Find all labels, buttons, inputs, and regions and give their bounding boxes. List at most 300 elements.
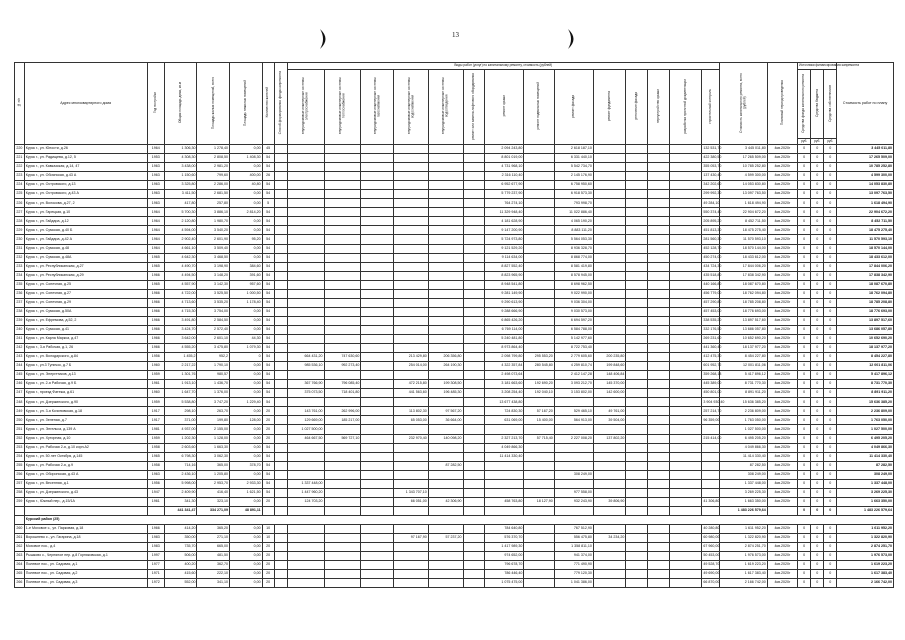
col-header-w3: внутридомовые инженерные системы газоснабжения	[361, 70, 394, 145]
people-cell: 54	[262, 298, 274, 307]
living-area-cell: 3 062,30	[197, 452, 230, 461]
fund-2-cell: 0	[811, 208, 824, 217]
total-plan-cell: 10 652 690,20	[837, 334, 894, 343]
method-cell	[274, 479, 287, 488]
col-header-w10: ремонт фундамента	[593, 70, 626, 145]
work-cost-cell-w13	[669, 353, 702, 362]
work-cost-cell-w8	[524, 298, 554, 307]
work-cost-cell-w10	[593, 298, 626, 307]
address-cell: Курск г., ул. Хуторная, д.10	[24, 434, 147, 443]
work-cost-cell-w6	[463, 289, 485, 298]
year-cell: 1972	[147, 579, 164, 588]
table-row	[15, 380, 894, 389]
work-cost-cell-w2	[324, 524, 361, 533]
work-cost-cell-w11	[626, 298, 648, 307]
table-row	[15, 362, 894, 371]
work-cost-cell-w6	[463, 325, 485, 334]
fund-1-cell: 0	[798, 543, 811, 552]
nonliving-area-cell: 0,00	[230, 552, 263, 561]
work-cost-cell-w10	[593, 163, 626, 172]
total-cost-cell: 6 495 205,20	[719, 434, 767, 443]
work-cost-cell-w3	[361, 226, 394, 235]
people-cell: 54	[262, 181, 274, 190]
work-cost-cell-w4	[394, 271, 429, 280]
work-cost-cell-w14: 205 895,20	[702, 217, 720, 226]
period-cell: 4кв.2020г	[767, 253, 797, 262]
work-cost-cell-w1	[287, 289, 324, 298]
work-cost-cell-w3	[361, 181, 394, 190]
year-cell: 1966	[147, 307, 164, 316]
method-cell	[274, 497, 287, 506]
fund-3-cell: 0	[824, 461, 837, 470]
work-cost-cell-w9: 8 722 753,40	[554, 344, 593, 353]
table-row	[15, 524, 894, 533]
period-cell: 4кв.2020г	[767, 145, 797, 154]
work-cost-cell-w6	[463, 344, 485, 353]
row-number: 265	[15, 570, 25, 579]
nonliving-area-cell: 0,00	[230, 199, 263, 208]
work-cost-cell-w12	[648, 353, 670, 362]
total-cost-cell: 2 236 809,00	[719, 407, 767, 416]
row-number: 245	[15, 371, 25, 380]
fund-2-cell: 0	[811, 380, 824, 389]
fund-3-cell: 0	[824, 307, 837, 316]
work-cost-cell-w14	[702, 443, 720, 452]
total-area-cell: 4 642,30	[164, 253, 197, 262]
work-cost-cell-w11	[626, 479, 648, 488]
work-cost-cell-w13	[669, 443, 702, 452]
fund-2-cell: 0	[811, 298, 824, 307]
work-cost-cell-w10: 34 234,20	[593, 534, 626, 543]
work-cost-cell-w5	[428, 452, 463, 461]
work-cost-cell-w14: 355 053,70	[702, 163, 720, 172]
people-cell: 54	[262, 208, 274, 217]
total-area-cell: 4 557,90	[164, 280, 197, 289]
work-cost-cell-w7: 5 724 973,80	[485, 235, 524, 244]
people-cell: 54	[262, 334, 274, 343]
fund-3-cell: 0	[824, 181, 837, 190]
fund-1-cell: 0	[798, 362, 811, 371]
work-cost-cell-w3	[361, 416, 394, 425]
work-cost-cell-w12	[648, 524, 670, 533]
work-cost-cell-w10	[593, 262, 626, 271]
living-area-cell: 3 886,10	[197, 208, 230, 217]
fund-1-cell: 0	[798, 145, 811, 154]
work-cost-cell-w1: 1 447 960,20	[287, 488, 324, 497]
people-cell: 20	[262, 561, 274, 570]
work-cost-cell-w14: 342 202,60	[702, 181, 720, 190]
fund-3-cell: 0	[824, 534, 837, 543]
total-area-cell: 415,60	[164, 570, 197, 579]
method-cell	[274, 190, 287, 199]
table-body	[15, 145, 894, 588]
work-cost-cell-w8	[524, 470, 554, 479]
total-plan-cell: 3 445 011,80	[837, 145, 894, 154]
work-cost-cell-w5	[428, 334, 463, 343]
work-cost-cell-w6	[463, 172, 485, 181]
fund-3-cell: 0	[824, 524, 837, 533]
period-cell: 4кв.2020г	[767, 461, 797, 470]
table-row	[15, 579, 894, 588]
fund-2-cell: 0	[811, 407, 824, 416]
work-cost-cell-w12	[648, 362, 670, 371]
year-cell: 1966	[147, 271, 164, 280]
col-header-w13: разработка проектной документации	[669, 70, 702, 145]
method-cell	[274, 208, 287, 217]
total-cost-cell: 8 891 911,20	[719, 389, 767, 398]
work-cost-cell-w11	[626, 362, 648, 371]
year-cell: 1963	[147, 181, 164, 190]
row-number: 228	[15, 217, 25, 226]
work-cost-cell-w13	[669, 145, 702, 154]
work-cost-cell-w4	[394, 316, 429, 325]
fund-1-cell: 0	[798, 298, 811, 307]
row-number: 250	[15, 416, 25, 425]
work-cost-cell-w14	[702, 461, 720, 470]
work-cost-cell-w10: 137 802,20	[593, 434, 626, 443]
total-area-cell: 4 594,00	[164, 226, 197, 235]
work-cost-cell-w12	[648, 452, 670, 461]
work-cost-cell-w7: 8 801 019,00	[485, 154, 524, 163]
period-cell: 4кв.2020г	[767, 416, 797, 425]
work-cost-cell-w2	[324, 334, 361, 343]
address-cell: Курск г., ул. Гайдара, д.12	[24, 217, 147, 226]
total-work-w2	[324, 506, 361, 515]
row-number: 264	[15, 561, 25, 570]
work-cost-cell-w12	[648, 325, 670, 334]
work-cost-cell-w13	[669, 316, 702, 325]
work-cost-cell-w2	[324, 280, 361, 289]
work-cost-cell-w2	[324, 425, 361, 434]
living-area-cell: 3 509,40	[197, 244, 230, 253]
work-cost-cell-w4	[394, 561, 429, 570]
fund-3-cell: 0	[824, 479, 837, 488]
work-cost-cell-w2: 262 996,00	[324, 407, 361, 416]
work-cost-cell-w2	[324, 461, 361, 470]
total-area-cell: 2 902,40	[164, 235, 197, 244]
address-cell: Курск г., ул. 50 лет Октября, д.145	[24, 452, 147, 461]
work-cost-cell-w8	[524, 271, 554, 280]
work-cost-cell-w14: 457 453,00	[702, 307, 720, 316]
work-cost-cell-w11	[626, 253, 648, 262]
work-cost-cell-w6	[463, 371, 485, 380]
total-fund-3-cell: 0	[824, 506, 837, 515]
work-cost-cell-w3	[361, 524, 394, 533]
total-work-w10	[593, 506, 626, 515]
period-cell: 4кв.2020г	[767, 561, 797, 570]
binding-hole-right	[566, 28, 580, 50]
work-cost-cell-w10	[593, 570, 626, 579]
row-number: 240	[15, 325, 25, 334]
work-cost-cell-w8	[524, 579, 554, 588]
method-cell	[274, 172, 287, 181]
fund-2-cell: 0	[811, 316, 824, 325]
total-cost-cell: 4 049 866,30	[719, 443, 767, 452]
work-cost-cell-w14: 96 359,00	[702, 416, 720, 425]
total-cost-cell: 18 433 612,00	[719, 253, 767, 262]
work-cost-cell-w8	[524, 307, 554, 316]
work-cost-cell-w4	[394, 199, 429, 208]
total-nonliving-area-cell: 48 891,11	[230, 506, 263, 515]
row-number: 257	[15, 479, 25, 488]
total-work-w14	[702, 506, 720, 515]
work-cost-cell-w4	[394, 334, 429, 343]
fund-1-cell: 0	[798, 226, 811, 235]
work-cost-cell-w8	[524, 561, 554, 570]
work-cost-cell-w2	[324, 181, 361, 190]
total-plan-cell: 18 570 144,00	[837, 244, 894, 253]
row-number: 233	[15, 262, 25, 271]
work-cost-cell-w14: 441 360,40	[702, 344, 720, 353]
fund-2-cell: 0	[811, 416, 824, 425]
work-cost-cell-w9: 564 913,00	[554, 416, 593, 425]
fund-3-cell: 0	[824, 552, 837, 561]
fund-1-cell: 0	[798, 524, 811, 533]
work-cost-cell-w3	[361, 389, 394, 398]
work-cost-cell-w11	[626, 353, 648, 362]
period-cell: 4кв.2020г	[767, 271, 797, 280]
work-cost-cell-w5	[428, 524, 463, 533]
work-cost-cell-w9: 2 227 008,20	[554, 434, 593, 443]
total-plan-cell: 8 452 711,50	[837, 217, 894, 226]
address-cell: Курск г., ул. Республиканская, д.27	[24, 262, 147, 271]
col-header-w6: ремонт или замена лифтового оборудования	[463, 70, 485, 145]
work-cost-cell-w8	[524, 325, 554, 334]
work-cost-cell-w13	[669, 298, 702, 307]
work-cost-cell-w11	[626, 145, 648, 154]
row-number: 248	[15, 398, 25, 407]
work-cost-cell-w12	[648, 163, 670, 172]
work-cost-cell-w12	[648, 534, 670, 543]
work-cost-cell-w11	[626, 325, 648, 334]
year-cell: 1964	[147, 208, 164, 217]
nonliving-area-cell: 44,30	[230, 334, 263, 343]
living-area-cell: 3 747,20	[197, 398, 230, 407]
work-cost-cell-w7: 8 823 965,90	[485, 271, 524, 280]
work-cost-cell-w5	[428, 344, 463, 353]
work-cost-cell-w4	[394, 570, 429, 579]
fund-2-cell: 0	[811, 425, 824, 434]
work-cost-cell-w3	[361, 334, 394, 343]
living-area-cell: 1 436,70	[197, 380, 230, 389]
period-cell: 4кв.2020г	[767, 479, 797, 488]
nonliving-area-cell: 0,00	[230, 217, 263, 226]
nonliving-area-cell: 40,80	[230, 181, 263, 190]
address-cell: Курск г., ул. 3-я Кочиновская, д.18	[24, 407, 147, 416]
work-cost-cell-w9: 932 243,90	[554, 497, 593, 506]
people-cell: 54	[262, 380, 274, 389]
fund-3-cell: 0	[824, 425, 837, 434]
total-plan-cell: 17 265 509,00	[837, 154, 894, 163]
work-cost-cell-w10	[593, 561, 626, 570]
row-number: 256	[15, 470, 25, 479]
col-header-fund-group: Источники финансирования капремонта	[798, 63, 837, 70]
work-cost-cell-w3	[361, 398, 394, 407]
work-cost-cell-w12	[648, 488, 670, 497]
fund-1-cell: 0	[798, 425, 811, 434]
people-cell: 20	[262, 497, 274, 506]
table-row	[15, 543, 894, 552]
work-cost-cell-w11	[626, 181, 648, 190]
table-row	[15, 425, 894, 434]
table-row	[15, 181, 894, 190]
address-cell: Курск г., ул. Рабочая 2-я, д.9	[24, 461, 147, 470]
work-cost-cell-w1	[287, 371, 324, 380]
work-cost-cell-w2	[324, 154, 361, 163]
living-area-cell: 2 286,00	[197, 181, 230, 190]
table-row	[15, 271, 894, 280]
people-cell: 54	[262, 307, 274, 316]
work-cost-cell-w8	[524, 253, 554, 262]
work-cost-cell-w4	[394, 325, 429, 334]
total-area-cell: 735,70	[164, 543, 197, 552]
col-header-w7: ремонт крыши	[485, 70, 524, 145]
work-cost-cell-w11	[626, 443, 648, 452]
work-cost-cell-w7: 5 779 237,90	[485, 190, 524, 199]
work-cost-cell-w14: 60 980,00	[702, 534, 720, 543]
fund-3-cell: 0	[824, 163, 837, 172]
work-cost-cell-w1	[287, 208, 324, 217]
work-cost-cell-w7: 9 281 149,90	[485, 289, 524, 298]
fund-3-cell: 0	[824, 325, 837, 334]
work-cost-cell-w2	[324, 163, 361, 172]
method-cell	[274, 271, 287, 280]
fund-1-cell: 0	[798, 380, 811, 389]
living-area-cell: 362,70	[197, 561, 230, 570]
work-cost-cell-w10	[593, 181, 626, 190]
total-cost-cell: 308 249,00	[719, 470, 767, 479]
work-cost-cell-w1	[287, 190, 324, 199]
work-cost-cell-w7: 5 240 481,80	[485, 334, 524, 343]
table-row	[15, 280, 894, 289]
living-area-cell: 263,70	[197, 407, 230, 416]
work-cost-cell-w12	[648, 199, 670, 208]
fund-2-cell: 0	[811, 534, 824, 543]
people-cell: 54	[262, 253, 274, 262]
work-cost-cell-w10	[593, 235, 626, 244]
work-cost-cell-w3	[361, 280, 394, 289]
address-cell: Курск г., ул. Сонечная, д.25	[24, 280, 147, 289]
work-cost-cell-w11	[626, 208, 648, 217]
work-cost-cell-w4	[394, 289, 429, 298]
work-cost-cell-w12	[648, 497, 670, 506]
work-cost-cell-w10	[593, 470, 626, 479]
row-number: 249	[15, 407, 25, 416]
work-cost-cell-w5	[428, 371, 463, 380]
total-area-cell: 1 647,70	[164, 389, 197, 398]
total-plan-cell: 18 776 693,00	[837, 307, 894, 316]
living-area-cell: 3 475,80	[197, 344, 230, 353]
nonliving-area-cell: 95,20	[230, 235, 263, 244]
work-cost-cell-w5	[428, 244, 463, 253]
method-cell	[274, 262, 287, 271]
col-header-address: Адрес многоквартирного дома	[24, 63, 147, 145]
work-cost-cell-w4: 213 429,80	[394, 353, 429, 362]
total-total-plan-cell: 1 483 226 579,64	[837, 506, 894, 515]
fund-1-cell: 0	[798, 262, 811, 271]
fund-2-cell: 0	[811, 362, 824, 371]
people-cell: 54	[262, 362, 274, 371]
work-cost-cell-w3	[361, 316, 394, 325]
living-area-cell: 2 981,20	[197, 163, 230, 172]
row-number: 221	[15, 154, 25, 163]
work-cost-cell-w8	[524, 543, 554, 552]
fund-3-cell: 0	[824, 334, 837, 343]
method-cell	[274, 298, 287, 307]
work-cost-cell-w7: 3 208 254,40	[485, 389, 524, 398]
table-row	[15, 344, 894, 353]
table-row	[15, 353, 894, 362]
col-header-w9: ремонт фасада	[554, 70, 593, 145]
fund-2-cell: 0	[811, 289, 824, 298]
address-cell: Курск г., ул. Зеленая, д.7	[24, 416, 147, 425]
work-cost-cell-w12	[648, 407, 670, 416]
total-living-area-cell: 334 271,09	[197, 506, 230, 515]
table-row	[15, 154, 894, 163]
work-cost-cell-w5	[428, 163, 463, 172]
work-cost-cell-w2: 796 085,40	[324, 380, 361, 389]
table-row	[15, 534, 894, 543]
work-cost-cell-w14: 41 306,80	[702, 497, 720, 506]
work-cost-cell-w9: 9 036 304,00	[554, 298, 593, 307]
address-cell: Курск г., ул. Гайдара, д.42 А	[24, 235, 147, 244]
work-cost-cell-w13	[669, 325, 702, 334]
work-cost-cell-w12	[648, 552, 670, 561]
work-cost-cell-w11	[626, 199, 648, 208]
total-plan-cell: 18 762 094,80	[837, 289, 894, 298]
work-cost-cell-w11	[626, 244, 648, 253]
fund-1-cell: 0	[798, 154, 811, 163]
work-cost-cell-w10	[593, 452, 626, 461]
unit-label: руб.	[824, 138, 837, 144]
work-cost-cell-w5: 97 567,20	[428, 407, 463, 416]
work-cost-cell-w9	[554, 461, 593, 470]
work-cost-cell-w2	[324, 579, 361, 588]
period-cell: 4кв.2020г	[767, 199, 797, 208]
work-cost-cell-w13	[669, 163, 702, 172]
work-cost-cell-w8: 295 553,20	[524, 353, 554, 362]
work-cost-cell-w8	[524, 371, 554, 380]
work-cost-cell-w12	[648, 389, 670, 398]
work-cost-cell-w3	[361, 325, 394, 334]
fund-2-cell: 0	[811, 307, 824, 316]
method-cell	[274, 362, 287, 371]
work-cost-cell-w4	[394, 244, 429, 253]
work-cost-cell-w7: 13 677 438,80	[485, 398, 524, 407]
people-cell: 54	[262, 262, 274, 271]
work-cost-cell-w10: 145 370,00	[593, 380, 626, 389]
work-cost-cell-w7: 631 069,00	[485, 416, 524, 425]
people-cell: 20	[262, 579, 274, 588]
fund-2-cell: 0	[811, 552, 824, 561]
nonliving-area-cell: 0,00	[230, 145, 263, 154]
total-area-cell: 2 120,80	[164, 217, 197, 226]
work-cost-cell-w1	[287, 534, 324, 543]
work-cost-cell-w12	[648, 244, 670, 253]
work-cost-cell-w14: 422 380,50	[702, 154, 720, 163]
col-header-w11: утепление фасада	[626, 70, 648, 145]
work-cost-cell-w3	[361, 235, 394, 244]
work-cost-cell-w7: 1 417 989,30	[485, 543, 524, 552]
address-cell: Курск г., проезд Фатежа, д.61	[24, 389, 147, 398]
fund-2-cell: 0	[811, 145, 824, 154]
method-cell	[274, 145, 287, 154]
work-cost-cell-w5	[428, 145, 463, 154]
people-cell: 5	[262, 199, 274, 208]
year-cell: 1956	[147, 353, 164, 362]
fund-2-cell: 0	[811, 163, 824, 172]
period-cell: 4кв.2020г	[767, 434, 797, 443]
